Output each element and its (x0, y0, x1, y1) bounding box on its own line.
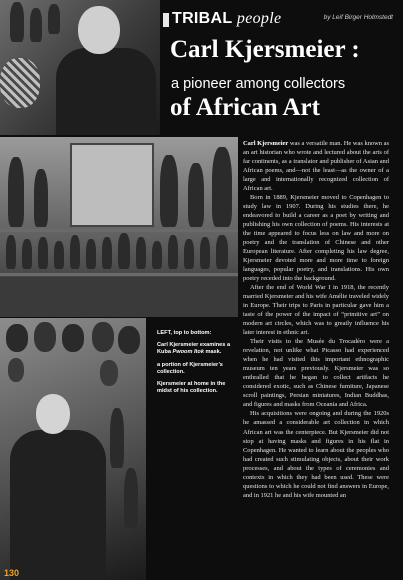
statue-shape (8, 157, 24, 227)
mask-shape (62, 324, 84, 352)
mask-shape (8, 358, 24, 382)
article-body (243, 139, 389, 500)
statue-shape (86, 239, 96, 269)
photo-caption (157, 330, 237, 400)
man-figure (56, 48, 156, 135)
photo-kjersmeier-at-home (0, 318, 146, 580)
lead-name: Carl Kjersmeier (243, 140, 289, 147)
statue-shape (70, 235, 80, 269)
statue-shape (10, 2, 24, 42)
body-paragraph: After the end of World War I in 1918, the recently married Kjersmeier and his wife Amélie traveled widely in Europe. Their trips to Paris in particular gave him a taste of the power of the impact of “primitive art” on modern art circles, which was to greatly influence his later interest in ethnic art. (243, 284, 389, 337)
statue-shape (136, 237, 146, 269)
statue-shape (6, 235, 16, 269)
caption-item-3: Kjersmeier at home in the midst of his collection. (157, 381, 226, 395)
statue-shape (34, 169, 48, 227)
article-title-line1: Carl Kjersmeier : (170, 36, 360, 63)
mask-shape (34, 322, 56, 352)
statue-shape (160, 155, 178, 227)
caption-item-1: Carl Kjersmeier examines a Kuba Pwoom Itok mask. (157, 342, 231, 356)
mask-shape (92, 322, 114, 352)
painting-frame (70, 143, 154, 227)
section-marker (163, 13, 169, 27)
section-main: TRIBAL (172, 10, 233, 27)
statue-shape (118, 233, 130, 269)
body-paragraph: Born in 1889, Kjersmeier moved to Copenhagen to study law in 1907. During his studies there, he endeavored to build a career as a poet by writing and publishing his own collection of poems. His interests at the time appeared to focus less on law and more on poetry and the translation of Chinese and other European literature. After completing his law degree, Kjersmeier devoted more and more time to foreign languages, popular poetry, and translations. His own poetry receded into the background. (243, 194, 389, 283)
statue-shape (30, 8, 42, 42)
statue-shape (188, 163, 204, 227)
man-head (36, 394, 70, 434)
statue-shape (216, 235, 228, 269)
photo-kjersmeier-examining-mask (0, 0, 160, 135)
caption-intro: LEFT, top to bottom: (157, 330, 212, 336)
body-paragraph: Their visits to the Musée du Trocadéro were a revelation, not unlike what Picasso had experienced when he had visited this important ethnographic museum ten years previously. Kjersmeier was so enthralled that he began to collect artifacts he considered exotic, such as Chinese furniture, Japanese scroll paintings, Persian miniatures, Indian Buddhas, and figures and masks from Oceania and Africa. (243, 338, 389, 409)
article-subtitle: a pioneer among collectors (171, 76, 346, 92)
article-title-line2: of African Art (170, 94, 320, 121)
mask-shape (118, 326, 140, 354)
statue-shape (38, 237, 48, 269)
shelf-line (0, 273, 238, 276)
body-paragraph: His acquisitions were ongoing and during the 1920s he amassed a considerable art collection in which African art was the centerpiece. But Kjersmeier did not stop at having masks and figures in his flat in Copenhagen. He wanted to learn about the peoples who had created such stimulating objects, about their work processes, and about the types of ceremonies and contexts in which they had been used. These were questions to which he could not find answers in Europe, and in 1921 he and his wife mounted an (243, 410, 389, 499)
byline: by Leif Birger Holmstedt (323, 14, 393, 21)
paragraph-text: was a versatile man. He was known as an art historian who wrote and lectured about the arts of far continents, as a translator and publisher of Asian and African poems, and—not the least—as the owner of a large and internationally recognized collection of African art. (243, 140, 389, 193)
page-number: 130 (4, 568, 20, 578)
statue-shape (54, 241, 64, 269)
statue-shape (48, 4, 60, 34)
section-label (172, 10, 281, 28)
statue-shape (102, 237, 112, 269)
statue-shape (22, 239, 32, 269)
statue-shape (212, 147, 232, 227)
statue-shape (168, 235, 178, 269)
caption-item-2: a portion of Kjersmeier’s collection. (157, 361, 223, 375)
man-figure (10, 430, 106, 580)
body-paragraph (243, 139, 389, 193)
statue-shape (110, 408, 124, 468)
section-sub: people (236, 10, 282, 27)
statue-shape (200, 237, 210, 269)
cabinet-base (0, 277, 238, 317)
man-head (78, 6, 120, 54)
statue-shape (152, 241, 162, 269)
mask-shape (100, 360, 118, 386)
statue-shape (124, 468, 138, 528)
shelf-line (0, 229, 238, 232)
kuba-mask-shape (0, 58, 40, 108)
statue-shape (184, 239, 194, 269)
mask-shape (6, 324, 28, 352)
photo-collection-portion (0, 137, 238, 317)
